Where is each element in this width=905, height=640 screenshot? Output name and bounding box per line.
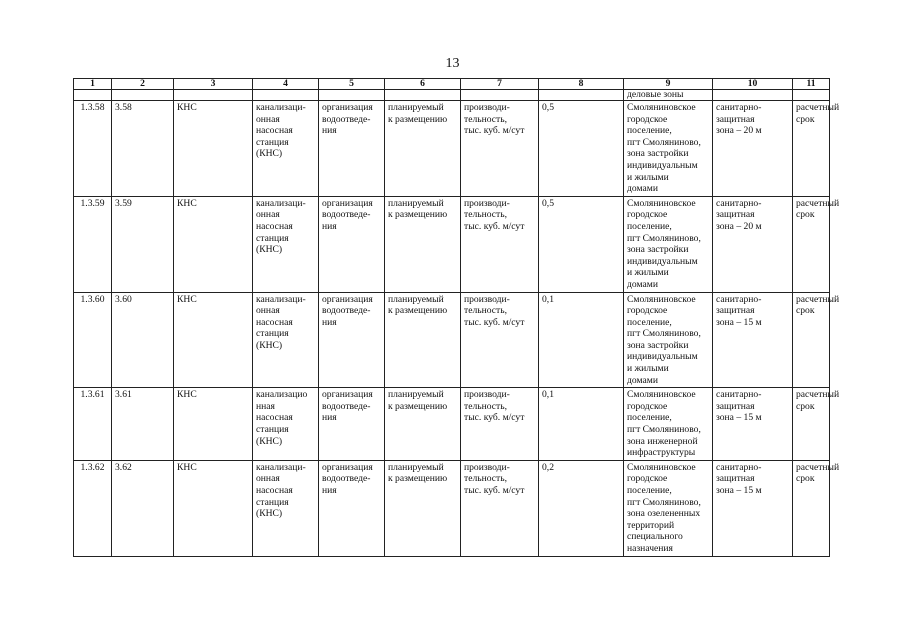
characteristic: производи- тельность, тыс. куб. м/сут: [461, 196, 539, 292]
object-name: канализаци- онная насосная станция (КНС): [253, 292, 319, 388]
header-cell: 2: [112, 79, 174, 90]
object-name: канализаци- онная насосная станция (КНС): [253, 101, 319, 197]
header-cell: 3: [174, 79, 253, 90]
row-number: 1.3.62: [74, 460, 112, 556]
deadline: расчетный срок: [793, 196, 830, 292]
object-number: 3.62: [112, 460, 174, 556]
characteristic: производи- тельность, тыс. куб. м/сут: [461, 292, 539, 388]
table-row: [74, 196, 830, 292]
deadline: расчетный срок: [793, 101, 830, 197]
table-row: [74, 292, 830, 388]
status: планируемый к размещению: [385, 196, 461, 292]
row-number: 1.3.59: [74, 196, 112, 292]
continuation-text: деловые зоны: [624, 90, 713, 101]
status: планируемый к размещению: [385, 101, 461, 197]
object-name: канализаци- онная насосная станция (КНС): [253, 460, 319, 556]
purpose: организация водоотведе- ния: [319, 388, 385, 461]
capacity-value: 0,2: [539, 460, 624, 556]
status: планируемый к размещению: [385, 388, 461, 461]
location: Смоляниновское городское поселение, пгт Смоляниново, зона инженерной инфраструктуры: [624, 388, 713, 461]
object-code: КНС: [174, 196, 253, 292]
row-number: 1.3.60: [74, 292, 112, 388]
location: Смоляниновское городское поселение, пгт Смоляниново, зона застройки индивидуальным и жилыми домами: [624, 292, 713, 388]
capacity-value: 0,5: [539, 101, 624, 197]
header-cell: 5: [319, 79, 385, 90]
protection-zone: санитарно- защитная зона – 15 м: [713, 292, 793, 388]
purpose: организация водоотведе- ния: [319, 292, 385, 388]
purpose: организация водоотведе- ния: [319, 196, 385, 292]
characteristic: производи- тельность, тыс. куб. м/сут: [461, 388, 539, 461]
object-code: КНС: [174, 388, 253, 461]
header-cell: 6: [385, 79, 461, 90]
object-code: КНС: [174, 292, 253, 388]
object-number: 3.58: [112, 101, 174, 197]
continuation-row: [74, 90, 830, 101]
facilities-table: [73, 78, 840, 557]
protection-zone: санитарно- защитная зона – 15 м: [713, 388, 793, 461]
status: планируемый к размещению: [385, 460, 461, 556]
capacity-value: 0,1: [539, 292, 624, 388]
location: Смоляниновское городское поселение, пгт Смоляниново, зона озелененных территорий специального назначения: [624, 460, 713, 556]
characteristic: производи- тельность, тыс. куб. м/сут: [461, 101, 539, 197]
protection-zone: санитарно- защитная зона – 15 м: [713, 460, 793, 556]
object-name: канализаци- онная насосная станция (КНС): [253, 196, 319, 292]
row-number: 1.3.61: [74, 388, 112, 461]
deadline: расчетный срок: [793, 460, 830, 556]
capacity-value: 0,5: [539, 196, 624, 292]
header-cell: 10: [713, 79, 793, 90]
object-number: 3.61: [112, 388, 174, 461]
row-number: 1.3.58: [74, 101, 112, 197]
header-cell: 7: [461, 79, 539, 90]
object-name: канализацио нная насосная станция (КНС): [253, 388, 319, 461]
table-row: [74, 460, 830, 556]
deadline: расчетный срок: [793, 388, 830, 461]
location: Смоляниновское городское поселение, пгт Смоляниново, зона застройки индивидуальным и жилыми домами: [624, 101, 713, 197]
status: планируемый к размещению: [385, 292, 461, 388]
protection-zone: санитарно- защитная зона – 20 м: [713, 101, 793, 197]
characteristic: производи- тельность, тыс. куб. м/сут: [461, 460, 539, 556]
object-number: 3.60: [112, 292, 174, 388]
deadline: расчетный срок: [793, 292, 830, 388]
table-row: [74, 101, 830, 197]
protection-zone: санитарно- защитная зона – 20 м: [713, 196, 793, 292]
capacity-value: 0,1: [539, 388, 624, 461]
object-code: КНС: [174, 460, 253, 556]
header-cell: 4: [253, 79, 319, 90]
header-cell: 11: [793, 79, 830, 90]
table-row: [74, 388, 830, 461]
header-cell: 8: [539, 79, 624, 90]
object-number: 3.59: [112, 196, 174, 292]
header-cell: 9: [624, 79, 713, 90]
location: Смоляниновское городское поселение, пгт Смоляниново, зона застройки индивидуальным и жилыми домами: [624, 196, 713, 292]
object-code: КНС: [174, 101, 253, 197]
purpose: организация водоотведе- ния: [319, 101, 385, 197]
page-number: 13: [445, 56, 460, 71]
header-cell: 1: [74, 79, 112, 90]
purpose: организация водоотведе- ния: [319, 460, 385, 556]
header-row: [74, 79, 830, 90]
